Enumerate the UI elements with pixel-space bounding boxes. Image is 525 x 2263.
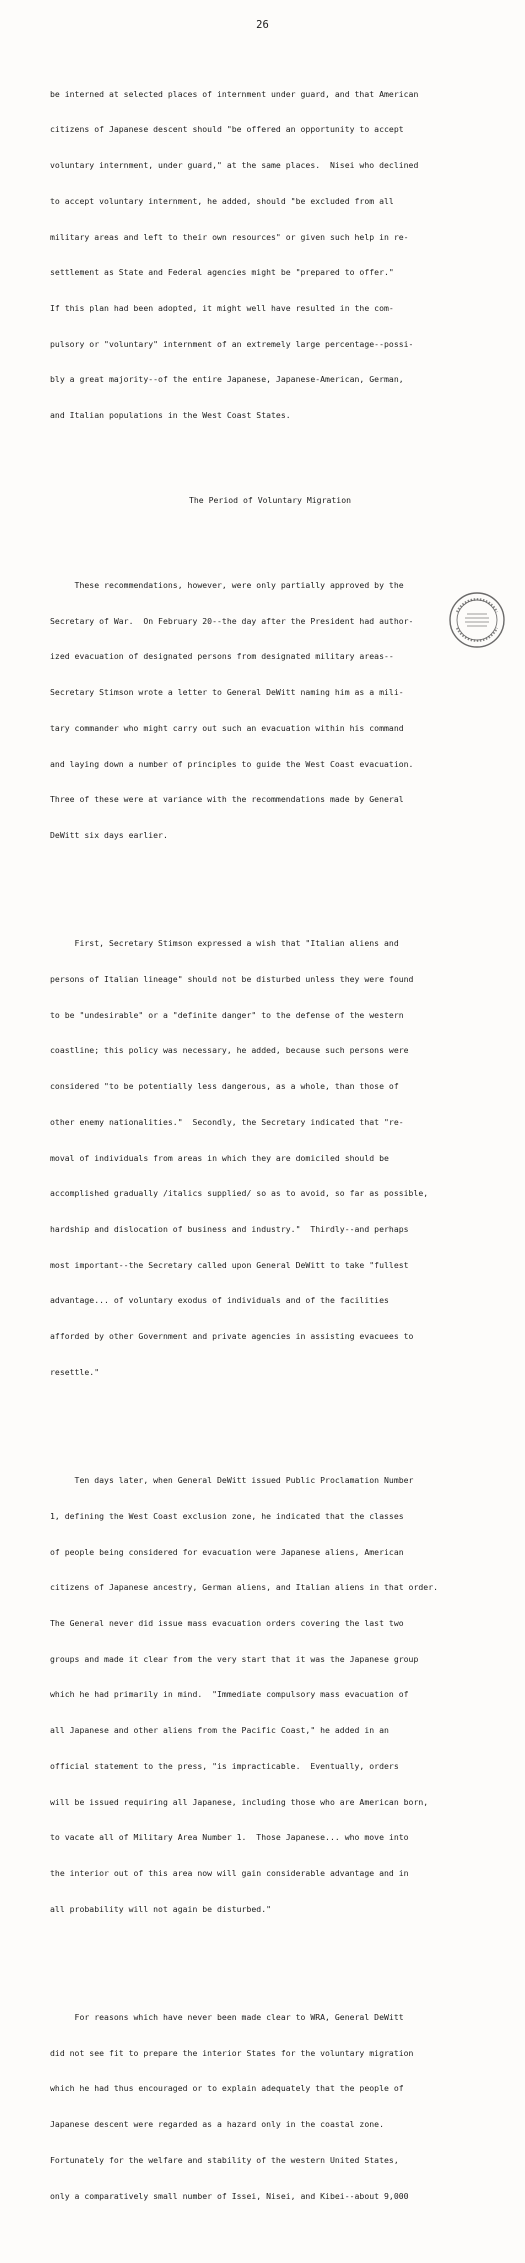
paragraph-1 — [50, 65, 490, 446]
text-line: military areas and left to their own resources" or given such help in re- — [50, 231, 409, 242]
text-line: Secretary Stimson wrote a letter to General DeWitt naming him as a mili- — [50, 687, 404, 698]
text-line: First, Secretary Stimson expressed a wish that "Italian aliens and — [50, 938, 399, 949]
text-line: settlement as State and Federal agencies might be "prepared to offer." — [50, 267, 394, 278]
text-line: The General never did issue mass evacuation orders covering the last two — [50, 1618, 404, 1628]
text-line: to be "undesirable" or a "definite danger" to the defense of the western — [50, 1009, 404, 1020]
text-line: most important--the Secretary called upon General DeWitt to take "fullest — [50, 1259, 409, 1270]
text-line: accomplished gradually /italics supplied/ so as to avoid, so far as possible, — [50, 1188, 429, 1199]
paragraph-2 — [50, 556, 490, 866]
text-line: all probability will not again be disturbed." — [50, 1903, 272, 1914]
text-line: resettle." — [50, 1366, 100, 1377]
text-line: These recommendations, however, were only partially approved by the — [50, 579, 404, 590]
text-line: advantage... of voluntary exodus of individuals and of the facilities — [50, 1295, 389, 1306]
text-line: hardship and dislocation of business and industry." Thirdly--and perhaps — [50, 1224, 409, 1234]
text-line: groups and made it clear from the very start that it was the Japanese group — [50, 1653, 419, 1664]
page-number: 26 — [256, 19, 269, 31]
text-line: which he had thus encouraged or to explain adequately that the people of — [50, 2083, 404, 2094]
text-line: to vacate all of Military Area Number 1. Those Japanese... who move into — [50, 1832, 409, 1843]
text-line: Ten days later, when General DeWitt issued Public Proclamation Number — [50, 1475, 414, 1486]
text-line: Fortunately for the welfare and stability of the western United States, — [50, 2154, 399, 2165]
text-line: only a comparatively small number of Issei, Nisei, and Kibei--about 9,000 — [50, 2190, 409, 2201]
text-line: 1, defining the West Coast exclusion zone, he indicated that the classes — [50, 1510, 404, 1521]
archive-seal-stamp-icon — [447, 590, 507, 650]
text-line: tary commander who might carry out such an evacuation within his command — [50, 722, 404, 733]
text-line: Three of these were at variance with the recommendations made by General — [50, 794, 404, 805]
paragraph-5 — [50, 1988, 490, 2226]
text-line: citizens of Japanese ancestry, German aliens, and Italian aliens in that order. — [50, 1582, 439, 1593]
text-line: Secretary of War. On February 20--the day after the President had author- — [50, 615, 414, 626]
text-line: official statement to the press, "is impracticable. Eventually, orders — [50, 1760, 399, 1771]
document-body — [50, 41, 490, 2263]
text-line: voluntary internment, under guard," at the same places. Nisei who declined — [50, 160, 419, 171]
text-line: afforded by other Government and private agencies in assisting evacuees to — [50, 1331, 414, 1342]
text-line: and laying down a number of principles to guide the West Coast evacuation. — [50, 758, 414, 769]
text-line: bly a great majority--of the entire Japanese, Japanese-American, German, — [50, 374, 404, 385]
text-line: DeWitt six days earlier. — [50, 830, 168, 840]
text-line: and Italian populations in the West Coast States. — [50, 410, 291, 421]
text-line: moval of individuals from areas in which they are domiciled should be — [50, 1152, 389, 1163]
text-line: other enemy nationalities." Secondly, the Secretary indicated that "re- — [50, 1116, 404, 1127]
text-line: to accept voluntary internment, he added, should "be excluded from all — [50, 195, 394, 206]
text-line: Japanese descent were regarded as a hazard only in the coastal zone. — [50, 2119, 384, 2130]
text-line: ized evacuation of designated persons from designated military areas-- — [50, 651, 394, 662]
paragraph-4 — [50, 1451, 490, 1939]
text-line: which he had primarily in mind. "Immediate compulsory mass evacuation of — [50, 1689, 409, 1700]
text-line: of people being considered for evacuation were Japanese aliens, American — [50, 1546, 404, 1557]
section-heading: The Period of Voluntary Migration — [188, 494, 352, 505]
text-line: coastline; this policy was necessary, he added, because such persons were — [50, 1045, 409, 1056]
text-line: For reasons which have never been made clear to WRA, General DeWitt — [50, 2012, 404, 2022]
text-line: all Japanese and other aliens from the Pacific Coast," he added in an — [50, 1725, 389, 1736]
paragraph-3 — [50, 914, 490, 1402]
text-line: did not see fit to prepare the interior States for the voluntary migration — [50, 2047, 414, 2058]
text-line: the interior out of this area now will gain considerable advantage and in — [50, 1868, 409, 1879]
text-line: be interned at selected places of internment under guard, and that American — [50, 88, 419, 99]
text-line: will be issued requiring all Japanese, including those who are American born, — [50, 1796, 429, 1807]
text-line: considered "to be potentially less dangerous, as a whole, than those of — [50, 1081, 399, 1092]
text-line: persons of Italian lineage" should not be disturbed unless they were found — [50, 973, 414, 984]
text-line: citizens of Japanese descent should "be offered an opportunity to accept — [50, 124, 404, 135]
text-line: If this plan had been adopted, it might well have resulted in the com- — [50, 302, 394, 313]
text-line: pulsory or "voluntary" internment of an extremely large percentage--possi- — [50, 338, 414, 349]
